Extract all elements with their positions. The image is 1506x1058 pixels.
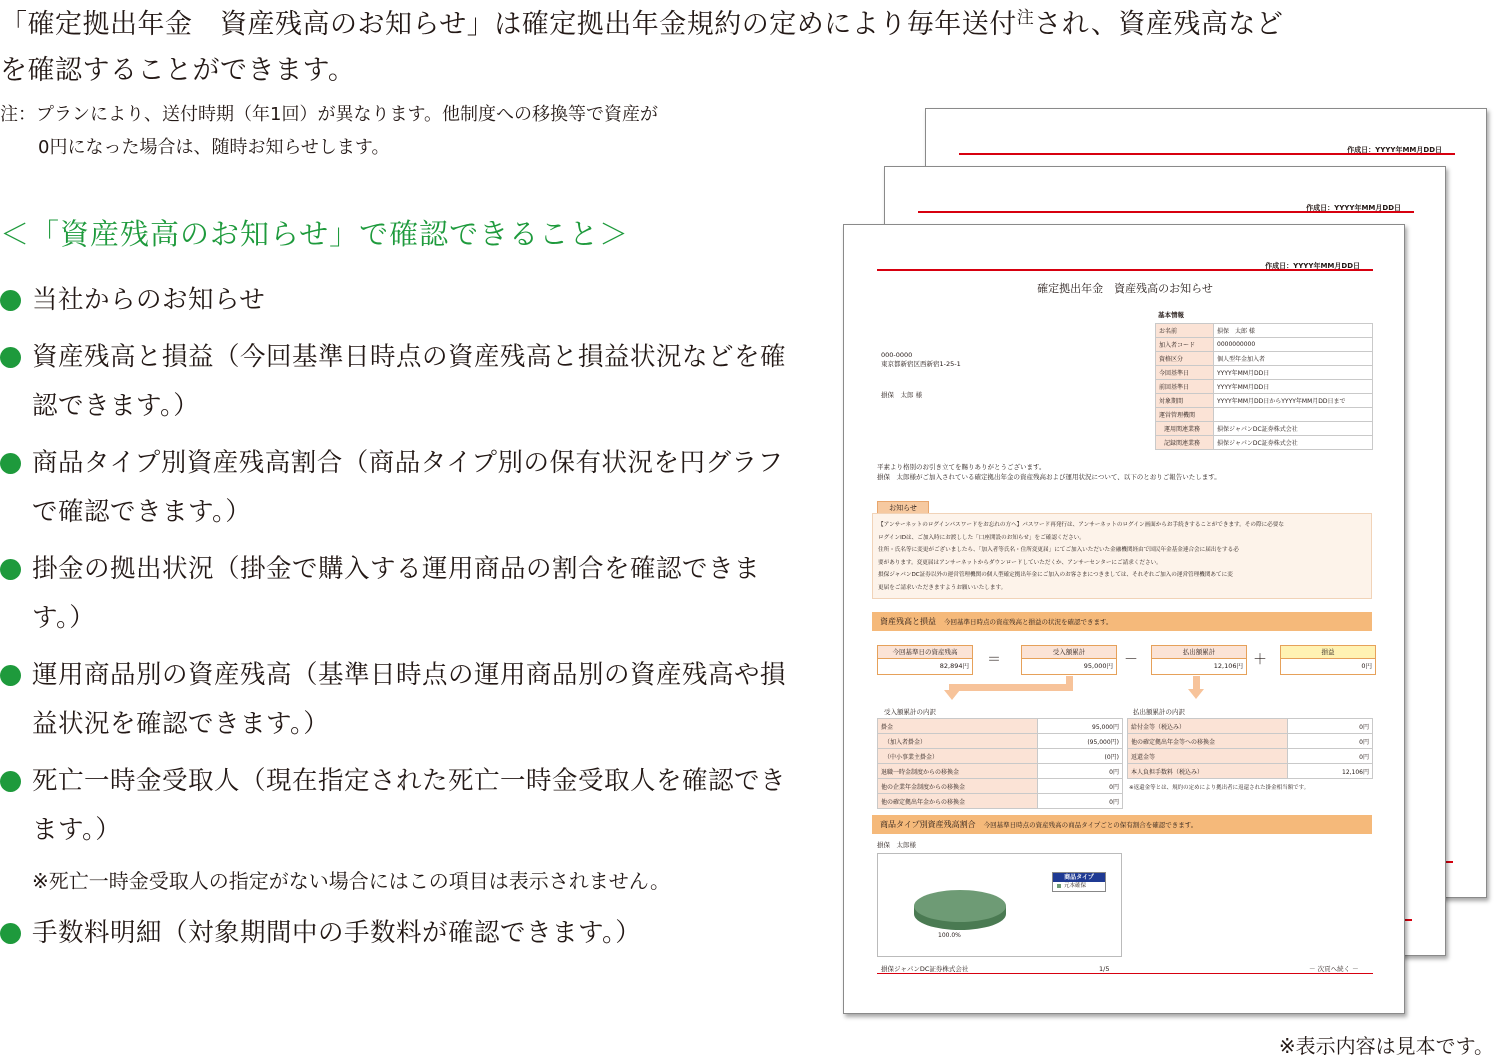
table-row [1128,764,1373,779]
paid-breakdown-table [1127,718,1373,779]
list-item [0,757,800,901]
list-item [0,545,800,643]
row-key: 他の企業年金制度からの移換金 [878,779,1038,794]
row-value: 0円 [1288,749,1373,764]
list-item-text: 商品タイプ別資産残高割合（商品タイプ別の保有状況を円グラフで確認できます。） [32,448,784,527]
greeting-line-1: 平素より格別のお引き立てを賜りありがとうございます。 [877,463,1046,471]
intro-text [0,2,1500,94]
notice-line: 更届をご請求いただきますようお願いいたします。 [878,584,1007,591]
metric-label: 今回基準日の資産残高 [878,646,972,659]
metric-received-total [1021,645,1117,675]
info-value: YYYY年MM月DD日 [1214,380,1373,394]
row-value: 0円 [1288,734,1373,749]
row-key: （中小事業主掛金） [878,749,1038,764]
row-value: 0円 [1288,719,1373,734]
list-item-text: 運用商品別の資産残高（基準日時点の運用商品別の資産残高や損益状況を確認できます。） [32,660,787,739]
list-item-text: 掛金の拠出状況（掛金で購入する運用商品の割合を確認できます。） [32,554,761,633]
info-value: 損保ジャパンDC証券株式会社 [1214,436,1373,450]
row-key: 給付金等（税込み） [1128,719,1288,734]
info-value: YYYY年MM月DD日 [1214,366,1373,380]
list-item [0,909,800,958]
info-value: YYYY年MM月DD日からYYYY年MM月DD日まで [1214,394,1373,408]
row-value: (0円) [1038,749,1123,764]
created-date: 作成日：YYYY年MM月DD日 [1347,146,1442,154]
table-row [1156,366,1373,380]
note-line-1: 注：プランにより、送付時期（年1回）が異なります。他制度への移換等で資産が [0,104,659,125]
metric-profit-loss [1280,645,1376,675]
equals-sign: ＝ [987,652,1001,668]
list-item-text: 死亡一時金受取人（現在指定された死亡一時金受取人を確認できます。） [32,766,787,845]
row-key: 他の確定拠出年金からの移換金 [878,794,1038,809]
table-row [878,734,1123,749]
table-row [878,749,1123,764]
footer-next-page: － 次頁へ続く － [1309,965,1359,973]
note [0,98,800,164]
notice-line: 要があります。変更届はアンサーネットからダウンロードしていただくか、アンサーセンターにご請求ください。 [878,559,1162,566]
pie-chart-3d [878,854,1121,956]
table-row [878,794,1123,809]
bullet-list [0,276,800,966]
minus-sign: － [1124,652,1138,668]
table-row [878,764,1123,779]
row-value: 0円 [1038,794,1123,809]
info-key: お名前 [1156,324,1214,338]
metric-current-balance [877,645,973,675]
assets-section-title: 資産残高と損益 [880,617,936,626]
product-type-section-bar [872,815,1372,834]
metric-value: 12,106円 [1213,662,1243,670]
info-key: 資格区分 [1156,352,1214,366]
metric-value: 0円 [1361,662,1372,670]
list-item-subnote: ※死亡一時金受取人の指定がない場合にはこの項目は表示されません。 [32,869,670,893]
legend-title: 商品タイプ [1053,873,1105,882]
table-row [1156,394,1373,408]
metric-label: 払出額累計 [1152,646,1246,659]
info-key: 記録関連業務 [1156,436,1214,450]
basic-info-label: 基本情報 [1158,311,1184,319]
info-value: 損保ジャパンDC証券株式会社 [1214,422,1373,436]
footer-rule-mark [1445,861,1453,863]
intro-line-1-b: され、資産残高など [1034,9,1284,40]
footer-rule-mark [1404,919,1412,921]
table-row [1156,422,1373,436]
paid-breakdown-note: ※返還金等とは、規約の定めにより拠出者に返還された掛金相当額です。 [1129,785,1310,791]
intro-line-1-a: 「確定拠出年金 資産残高のお知らせ」は確定拠出年金規約の定めにより毎年送付 [0,9,1017,40]
table-row [1156,352,1373,366]
notice-line: 住所・氏名等に変更がございましたら、「加入者等氏名・住所変更届」にてご加入いただいた金融機関経由で国民年金基金連合会に届出をする必 [878,547,1239,553]
table-row [878,719,1123,734]
intro-note-marker: 注 [1016,8,1035,28]
footer-rule [877,973,1373,974]
metric-value: 95,000円 [1083,662,1113,670]
received-breakdown-table [877,718,1123,809]
table-row [1156,324,1373,338]
pie-legend [1052,872,1106,892]
info-key: 前回基準日 [1156,380,1214,394]
assets-section-subtitle: 今回基準日時点の資産残高と損益の状況を確認できます。 [944,618,1113,626]
created-date: 作成日：YYYY年MM月DD日 [1265,262,1360,270]
pie-owner: 損保 太郎様 [877,841,916,849]
metric-paid-total [1151,645,1247,675]
bullet-dot-icon [0,923,21,944]
note-line-2: 0円になった場合は、随時お知らせします。 [38,137,390,158]
received-breakdown-title: 受入額累計の内訳 [884,708,936,716]
table-row [1128,734,1373,749]
table-row [878,779,1123,794]
arrow-head-icon [944,690,960,700]
info-key: 対象期間 [1156,394,1214,408]
pie-percent-label: 100.0% [938,932,961,939]
list-item-text: 資産残高と損益（今回基準日時点の資産残高と損益状況などを確認できます。） [32,342,787,421]
list-item [0,439,800,537]
row-key: 返還金等 [1128,749,1288,764]
intro-line-1 [0,2,1500,48]
bullet-dot-icon [0,347,21,368]
info-value: 0000000000 [1214,338,1373,352]
row-key: 退職一時金制度からの移換金 [878,764,1038,779]
pie-chart-frame [877,853,1122,957]
legend-swatch-icon [1057,884,1061,888]
arrow-line-icon [1193,676,1200,690]
metric-label: 受入額累計 [1022,646,1116,659]
report-page-front [843,224,1405,1014]
table-row [1156,380,1373,394]
legend-item [1053,882,1105,891]
product-type-section-title: 商品タイプ別資産残高割合 [880,820,976,829]
intro-line-2: を確認することができます。 [0,55,356,86]
notice-line: ログインIDは、ご加入時にお渡しした「口座開設のお知らせ」をご確認ください。 [878,534,1085,541]
info-key: 今回基準日 [1156,366,1214,380]
basic-info-table [1155,323,1373,450]
table-row [1156,408,1373,422]
plus-sign: ＋ [1253,652,1267,668]
metric-value: 82,894円 [939,662,969,670]
info-value [1214,408,1373,422]
row-key: 掛金 [878,719,1038,734]
notice-line: 【アンサーネットのログインパスワードをお忘れの方へ】パスワード再発行は、アンサーネットのログイン画面からお手続きすることができます。その際に必要な [878,522,1284,528]
row-key: 本人負担手数料（税込み） [1128,764,1288,779]
table-row [1156,436,1373,450]
created-date: 作成日：YYYY年MM月DD日 [1306,204,1401,212]
row-value: 95,000円 [1038,719,1123,734]
list-item [0,333,800,431]
table-row [1156,338,1373,352]
arrow-head-icon [1188,689,1204,699]
pie-slice-principal-guaranteed [914,890,1006,922]
list-item-text: 手数料明細（対象期間中の手数料が確認できます。） [32,918,642,948]
bullet-dot-icon [0,771,21,792]
table-row [1128,719,1373,734]
row-value: 12,106円 [1288,764,1373,779]
recipient-name: 損保 太郎 様 [881,391,923,399]
row-key: 他の確定拠出年金等への移換金 [1128,734,1288,749]
info-value: 損保 太郎 様 [1214,324,1373,338]
info-key: 加入者コード [1156,338,1214,352]
address-zip: 000-0000 [881,351,913,359]
footer-company: 損保ジャパンDC証券株式会社 [881,965,969,973]
row-key: （加入者掛金） [878,734,1038,749]
bullet-dot-icon [0,453,21,474]
metric-label: 損益 [1281,646,1375,659]
sample-note: ※表示内容は見本です。 [1278,1034,1494,1058]
greeting-line-2: 損保 太郎様がご加入されている確定拠出年金の資産残高および運用状況について、以下のとおりご報告いたします。 [877,473,1221,481]
notice-tag: お知らせ [877,501,929,515]
info-key: 運用関連業務 [1156,422,1214,436]
bullet-dot-icon [0,290,21,311]
assets-section-bar [872,612,1372,631]
report-title: 確定拠出年金 資産残高のお知らせ [1037,282,1213,295]
arrow-line-icon [949,684,1073,691]
info-value: 個人型年金加入者 [1214,352,1373,366]
info-key: 運営管理機関 [1156,408,1214,422]
row-value: (95,000円) [1038,734,1123,749]
notice-line: 損保ジャパンDC証券以外の運営管理機関の個人型確定拠出年金にご加入のお客さまにつきましては、それぞれご加入の運営管理機関あてに変 [878,572,1233,578]
section-title: ＜「資産残高のお知らせ」で確認できること＞ [0,217,630,251]
product-type-section-subtitle: 今回基準日時点の資産残高の商品タイプごとの保有割合を確認できます。 [983,821,1198,829]
address: 東京都新宿区西新宿1-25-1 [881,360,961,368]
row-value: 0円 [1038,764,1123,779]
list-item [0,651,800,749]
footer-page-number: 1/5 [1099,965,1110,973]
list-item-text: 当社からのお知らせ [32,285,266,315]
bullet-dot-icon [0,559,21,580]
row-value: 0円 [1038,779,1123,794]
legend-item-label: 元本確保 [1064,883,1087,889]
bullet-dot-icon [0,665,21,686]
paid-breakdown-title: 払出額累計の内訳 [1133,708,1185,716]
notice-box [872,513,1372,599]
table-row [1128,749,1373,764]
list-item [0,276,800,325]
